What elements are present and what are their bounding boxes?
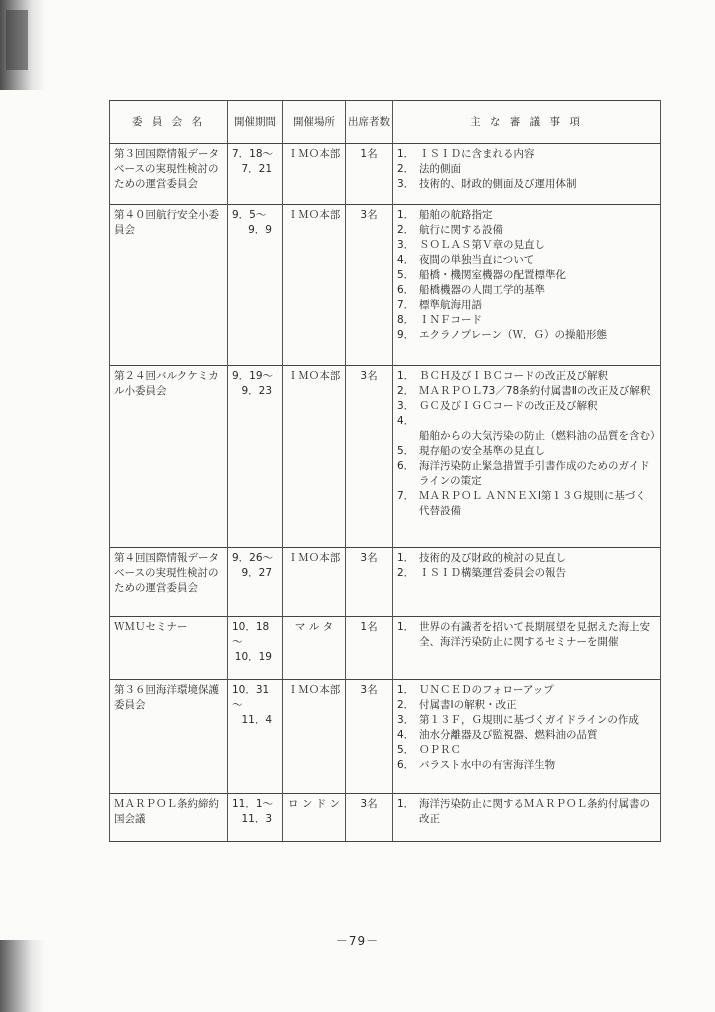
row-spacer [110,827,661,842]
row-spacer [110,343,661,366]
table-row [110,144,661,193]
agenda-items [393,366,661,520]
attendee-count: 3名 [346,548,393,597]
agenda-item-number: 3． [397,239,415,251]
attendee-count: 3名 [346,366,393,520]
venue: ＩＭＯ本部 [283,680,346,774]
agenda-item [397,399,656,414]
agenda-item-text: ＩＳＩＤに含まれる内容 [419,148,535,160]
agenda-item-text: 船橋機器の人間工学的基準 [419,284,545,296]
agenda-item-text: 技術的及び財政的検討の見直し [419,552,566,564]
table-header-row [110,101,661,144]
meetings-table [109,100,661,842]
venue: ＩＭＯ本部 [283,366,346,520]
agenda-item-number: 1． [397,370,415,382]
start-date: 9．26～ [232,552,274,564]
agenda-item-number: 2． [397,163,415,175]
agenda-item-number: 9． [397,329,415,341]
agenda-item [397,223,656,238]
agenda-item-number: 1． [397,621,415,633]
attendee-count: 3名 [346,680,393,774]
agenda-item-number: 7． [397,299,415,311]
agenda-item [397,459,656,489]
committee-name: 第３回国際情報データベースの実現性検討のための運営委員会 [110,144,228,193]
start-date: 11．1～ [232,798,274,810]
start-date: 7．18～ [232,148,274,160]
start-date: 10．31～ [232,684,270,711]
agenda-item-number: 2． [397,224,415,236]
meeting-period [228,794,283,828]
row-spacer [110,192,661,205]
committee-name: 第４回国際情報データベースの実現性検討のための運営委員会 [110,548,228,597]
agenda-item-text: エクラノプレーン（Ｗ．Ｇ）の操船形態 [419,329,608,341]
agenda-item-number: 6． [397,460,415,472]
agenda-item [397,313,656,328]
agenda-item [397,713,656,728]
agenda-items [393,794,661,828]
agenda-item [397,253,656,268]
agenda-item-number: 6． [397,284,415,296]
attendee-count: 3名 [346,205,393,344]
agenda-items [393,205,661,344]
venue: ＩＭＯ本部 [283,205,346,344]
venue: ロ ン ド ン [283,794,346,828]
meeting-period [228,617,283,666]
header-committee: 委 員 会 名 [110,101,228,144]
agenda-item-number: 1． [397,209,415,221]
agenda-item-text: 航行に関する設備 [419,224,503,236]
meeting-period [228,366,283,520]
agenda-item-number: 3． [397,714,415,726]
attendee-count: 3名 [346,794,393,828]
agenda-item [397,162,656,177]
agenda-item-text: ＳＯＬＡＳ第Ｖ章の見直し [419,239,545,251]
agenda-item-number: 2． [397,567,415,579]
meeting-period [228,680,283,774]
agenda-item-text: 船舶の航路指定 [419,209,493,221]
agenda-item [397,298,656,313]
agenda-item [397,566,656,581]
table-row [110,794,661,828]
agenda-item-text: ＯＰＲＣ [419,744,461,756]
agenda-item [397,414,661,444]
table-row [110,617,661,666]
attendee-count: 1名 [346,617,393,666]
header-venue: 開催場所 [283,101,346,144]
agenda-item [397,683,656,698]
table-row [110,366,661,520]
agenda-item-text: 現存船の安全基準の見直し [419,445,545,457]
scan-shadow-bottom [0,940,46,1012]
agenda-item-number: 1． [397,148,415,160]
agenda-item-number: 4． [397,729,415,741]
agenda-item-number: 2． [397,699,415,711]
agenda-item-text: 世界の有識者を招いて長期展望を見据えた海上安全、海洋汚染防止に関するセミナーを開催 [419,621,650,648]
agenda-item [397,489,656,519]
agenda-item [397,551,656,566]
end-date: 11．4 [241,714,272,726]
meeting-period [228,548,283,597]
agenda-item-number: 5． [397,269,415,281]
end-date: 10．19 [234,651,272,663]
agenda-item-number: 7． [397,490,415,502]
header-agenda: 主 な 審 議 事 項 [393,101,661,144]
agenda-item-text: ＵＮＣＥＤのフォローアップ [419,684,554,696]
agenda-item-text: 技術的、財政的側面及び運用体制 [419,178,577,190]
row-spacer [110,773,661,794]
agenda-item-number: 5． [397,445,415,457]
venue: マ ル タ [283,617,346,666]
row-spacer [110,519,661,548]
agenda-item-text: 海洋汚染防止緊急措置手引書作成のためのガイドラインの策定 [419,460,650,487]
page-number: －79－ [335,934,380,948]
agenda-item-text: 船橋・機関室機器の配置標準化 [419,269,566,281]
end-date: 9．27 [241,567,272,579]
end-date: 11．3 [241,813,272,825]
agenda-item [397,728,656,743]
agenda-item [397,147,656,162]
table-row [110,205,661,344]
agenda-item-number: 1． [397,552,415,564]
agenda-item-number: 3． [397,400,415,412]
table-row [110,548,661,597]
committee-name: ＷＭＵセミナー [110,617,228,666]
row-spacer [110,665,661,680]
agenda-item-text: ＭＡＲＰＯＬ ＡＮＮＥＸⅠ第１３Ｇ規則に基づく代替設備 [419,490,646,517]
agenda-item-text: ＭＡＲＰＯＬ73／78条約付属書Ⅱの改正及び解釈 [419,385,651,397]
start-date: 9．19～ [232,370,274,382]
agenda-item-text: ＢＣＨ及びＩＢＣコードの改正及び解釈 [419,370,608,382]
agenda-item-text: ＩＳＩＤ構築運営委員会の報告 [419,567,566,579]
binding-mark [6,10,28,70]
agenda-item [397,444,656,459]
agenda-item [397,797,656,827]
committee-name: 第４０回航行安全小委員会 [110,205,228,344]
agenda-item [397,369,656,384]
agenda-item [397,283,656,298]
end-date: 7．21 [241,163,272,175]
agenda-item-number: 3． [397,178,415,190]
agenda-item [397,238,656,253]
committee-name: ＭＡＲＰＯＬ条約締約国会議 [110,794,228,828]
agenda-item-text: 油水分離器及び監視器、燃料油の品質 [419,729,598,741]
agenda-item [397,698,656,713]
agenda-item-number: 8． [397,314,415,326]
agenda-item-text: 標準航海用語 [419,299,482,311]
agenda-item-text: 法的側面 [419,163,461,175]
agenda-item [397,620,656,650]
venue: ＩＭＯ本部 [283,548,346,597]
start-date: 9．5～ [232,209,267,221]
venue: ＩＭＯ本部 [283,144,346,193]
end-date: 9．9 [248,224,272,236]
agenda-item-text: ＧＣ及びＩＧＣコードの改正及び解釈 [419,400,598,412]
agenda-item-number: 6． [397,759,415,771]
agenda-items [393,680,661,774]
agenda-item-text: 夜間の単独当直について [419,254,535,266]
attendee-count: 1名 [346,144,393,193]
agenda-items [393,548,661,597]
agenda-item-number: 2． [397,385,415,397]
agenda-item-text: 海洋汚染防止に関するＭＡＲＰＯＬ条約付属書の改正 [419,798,650,825]
agenda-item [397,268,656,283]
agenda-item-text: 船舶からの大気汚染の防止（燃料油の品質を含む） [419,430,661,442]
agenda-item [397,208,656,223]
committee-name: 第２４回バルクケミカル小委員会 [110,366,228,520]
meeting-period [228,144,283,193]
agenda-item [397,384,656,399]
table-row [110,680,661,774]
header-period: 開催期間 [228,101,283,144]
agenda-item-number: 4． [397,415,415,427]
agenda-item-number: 4． [397,254,415,266]
agenda-item [397,328,656,343]
agenda-item [397,743,656,758]
agenda-item-number: 1． [397,798,415,810]
start-date: 10．18～ [232,621,270,648]
agenda-item-text: バラスト水中の有害海洋生物 [419,759,556,771]
agenda-items [393,144,661,193]
agenda-items [393,617,661,666]
header-attendees: 出席者数 [346,101,393,144]
agenda-item-number: 1． [397,684,415,696]
agenda-item [397,177,656,192]
meeting-period [228,205,283,344]
agenda-item-number: 5． [397,744,415,756]
end-date: 9．23 [241,385,272,397]
committee-name: 第３６回海洋環境保護委員会 [110,680,228,774]
agenda-item-text: ＩＮＦコード [419,314,482,326]
agenda-item [397,758,656,773]
agenda-item-text: 付属書Ⅰの解釈・改正 [419,699,517,711]
agenda-item-text: 第１３Ｆ，Ｇ規則に基づくガイドラインの作成 [419,714,639,726]
row-spacer [110,596,661,617]
